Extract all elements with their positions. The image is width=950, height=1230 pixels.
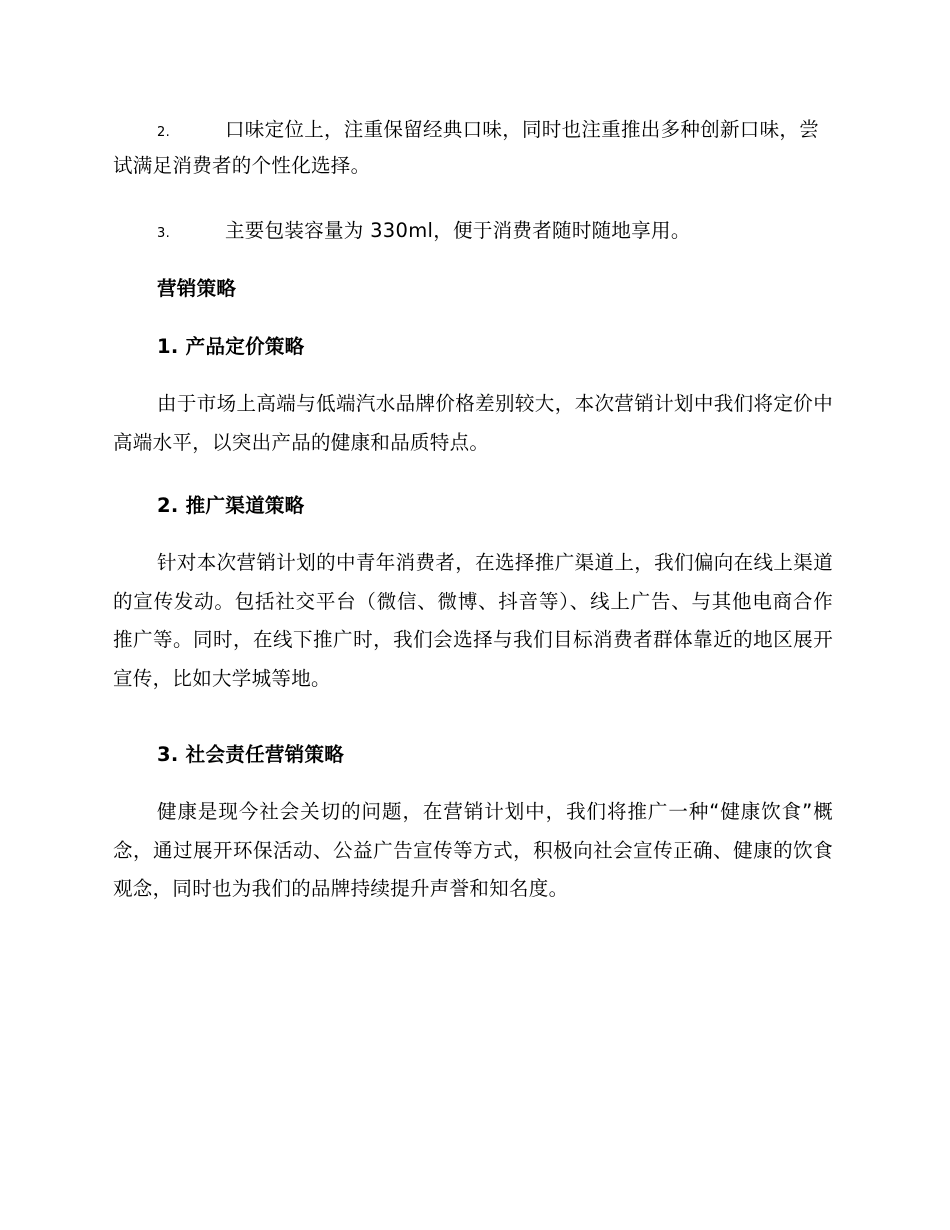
list-item-text: 口味定位上，注重保留经典口味，同时也注重推出多种创新口味，尝试满足消费者的个性化选择。 — [113, 118, 820, 177]
section-heading: 2. 推广渠道策略 — [157, 494, 305, 517]
section-heading: 3. 社会责任营销策略 — [157, 743, 345, 766]
section-heading: 1. 产品定价策略 — [157, 335, 305, 358]
section-paragraph: 健康是现今社会关切的问题，在营销计划中，我们将推广一种“健康饮食”概念，通过展开环保活动、公益广告宣传等方式，积极向社会宣传正确、健康的饮食观念，同时也为我们的品牌持续提升声誉和知名度。 — [113, 800, 833, 900]
section-paragraph: 针对本次营销计划的中青年消费者，在选择推广渠道上，我们偏向在线上渠道的宣传发动。包括社交平台（微信、微博、抖音等）、线上广告、与其他电商合作推广等。同时，在线下推广时，我们会选择与我们目标消费者群体靠近的地区展开宣传，比如大学城等地。 — [113, 551, 833, 690]
section-title: 营销策略 — [157, 277, 237, 300]
list-item — [113, 113, 833, 182]
list-item-number: 2. — [157, 125, 171, 140]
list-item-text: 主要包装容量为 330ml，便于消费者随时随地享用。 — [225, 219, 691, 242]
list-item — [113, 214, 833, 250]
section-paragraph: 由于市场上高端与低端汽水品牌价格差别较大，本次营销计划中我们将定价中高端水平，以突出产品的健康和品质特点。 — [113, 392, 833, 454]
list-item-number: 3. — [157, 226, 171, 241]
